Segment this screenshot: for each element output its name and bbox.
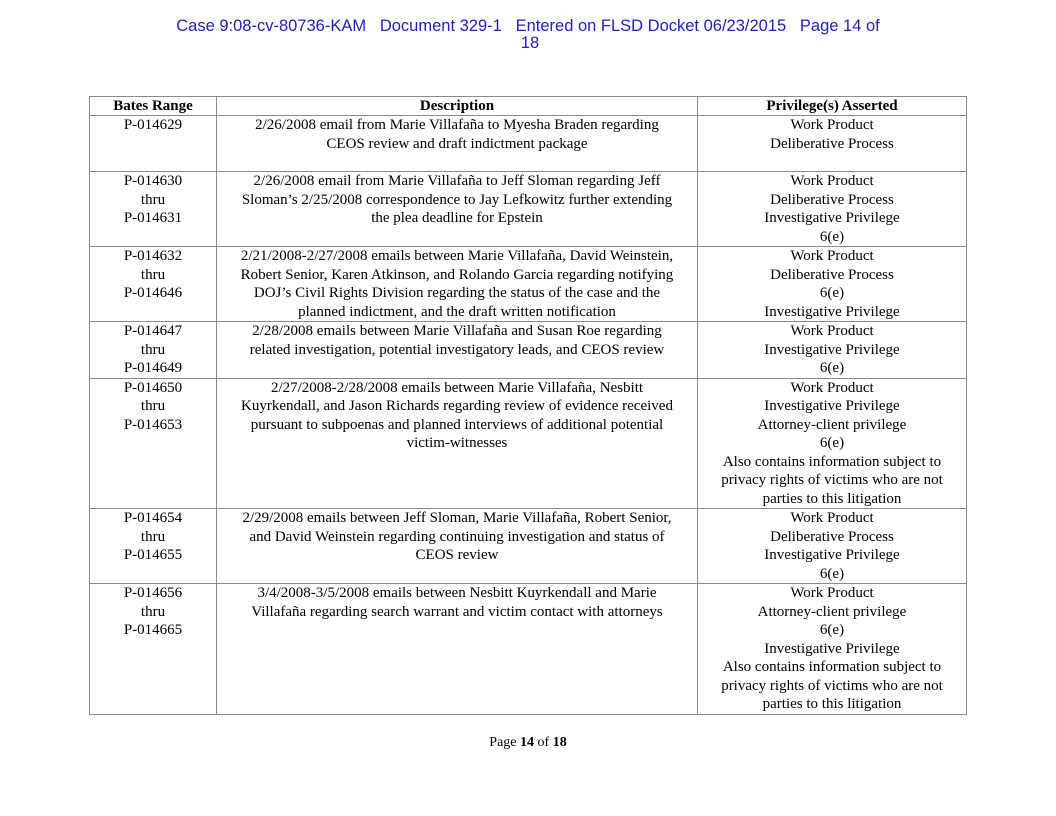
privileges-line: parties to this litigation	[762, 490, 902, 507]
description-line: planned indictment, and the draft written notification	[298, 303, 616, 320]
privileges-cell	[698, 509, 967, 584]
privileges-line: privacy rights of victims who are not	[721, 472, 943, 488]
description-line: DOJ’s Civil Rights Division regarding the status of the case and the	[253, 285, 661, 301]
bates-range-line: thru	[140, 266, 166, 283]
description-cell	[217, 584, 698, 715]
privileges-line: Investigative Privilege	[764, 303, 900, 320]
description-line: pursuant to subpoenas and planned interviews of additional potential	[250, 416, 664, 433]
description-cell	[217, 172, 698, 247]
description-cell	[217, 378, 698, 509]
description-line: 3/4/2008-3/5/2008 emails between Nesbitt Kuyrkendall and Marie	[257, 585, 657, 601]
table-row	[90, 172, 967, 247]
bates-range-cell	[90, 322, 217, 379]
footer-page-number: 14	[520, 735, 535, 750]
description-line: CEOS review	[415, 547, 499, 563]
description-line: Robert Senior, Karen Atkinson, and Rolando Garcia regarding notifying	[240, 266, 674, 283]
bates-range-line: P-014654	[123, 510, 183, 526]
bates-range-line: P-014646	[123, 285, 183, 301]
privileges-line: Deliberative Process	[770, 191, 894, 208]
court-filing-header	[0, 18, 1056, 52]
privileges-cell	[698, 247, 967, 322]
description-line: 2/26/2008 email from Marie Villafaña to Myesha Braden regarding	[255, 117, 659, 133]
privilege-log-table	[89, 96, 967, 715]
footer-page-word: Page	[489, 735, 517, 750]
privileges-cell	[698, 378, 967, 509]
bates-range-line: P-014656	[123, 585, 183, 601]
bates-range-line: P-014629	[123, 117, 183, 133]
privileges-line: Deliberative Process	[770, 528, 894, 545]
page-number-footer	[0, 735, 1056, 751]
bates-range-line: P-014649	[123, 360, 183, 376]
description-line: Sloman’s 2/25/2008 correspondence to Jay Lefkowitz further extending	[241, 191, 673, 208]
description-line: Kuyrkendall, and Jason Richards regarding review of evidence received	[241, 398, 673, 414]
bates-range-cell	[90, 172, 217, 247]
bates-range-cell	[90, 247, 217, 322]
privileges-line: Attorney-client privilege	[757, 603, 907, 620]
bates-range-line: P-014650	[123, 379, 183, 396]
table-row	[90, 509, 967, 584]
privileges-cell	[698, 584, 967, 715]
privileges-line: Work Product	[790, 585, 874, 601]
privileges-line: Work Product	[790, 323, 874, 339]
footer-of-word: of	[537, 735, 550, 750]
privileges-line: Also contains information subject to	[722, 453, 942, 470]
bates-range-line: thru	[140, 528, 166, 545]
privileges-line: Work Product	[790, 117, 874, 133]
column-header-bates-range: Bates Range	[90, 97, 217, 116]
privileges-line: 6(e)	[819, 565, 845, 582]
privileges-line: Investigative Privilege	[764, 640, 900, 657]
table-row	[90, 584, 967, 715]
table-row	[90, 378, 967, 509]
privileges-line: parties to this litigation	[762, 696, 902, 712]
description-line: 2/26/2008 email from Marie Villafaña to Jeff Sloman regarding Jeff	[253, 173, 661, 189]
description-cell	[217, 322, 698, 379]
description-line: 2/27/2008-2/28/2008 emails between Marie Villafaña, Nesbitt	[270, 379, 644, 396]
privileges-line: Deliberative Process	[770, 266, 894, 283]
description-line: related investigation, potential investigatory leads, and CEOS review	[249, 341, 665, 358]
privileges-line: Investigative Privilege	[764, 210, 900, 226]
bates-range-line: P-014632	[123, 248, 183, 264]
bates-range-line: thru	[140, 191, 166, 208]
table-row	[90, 247, 967, 322]
privileges-line: Deliberative Process	[770, 135, 894, 152]
privileges-line: Work Product	[790, 379, 874, 396]
privileges-line: 6(e)	[819, 622, 845, 638]
description-line: and David Weinstein regarding continuing investigation and status of	[249, 528, 665, 545]
court-header-line-1: Case 9:08-cv-80736-KAM Document 329-1 Entered on FLSD Docket 06/23/2015 Page 14 of	[176, 17, 880, 35]
description-line: CEOS review and draft indictment package	[326, 135, 588, 152]
description-line: 2/28/2008 emails between Marie Villafaña and Susan Roe regarding	[252, 323, 662, 339]
table-row	[90, 116, 967, 172]
bates-range-line: P-014631	[123, 210, 183, 226]
description-line: Villafaña regarding search warrant and victim contact with attorneys	[251, 603, 663, 620]
privileges-line: 6(e)	[819, 228, 845, 245]
description-cell	[217, 116, 698, 172]
bates-range-cell	[90, 584, 217, 715]
privileges-line: 6(e)	[819, 435, 845, 451]
table-row	[90, 322, 967, 379]
privileges-line: Work Product	[790, 248, 874, 264]
description-line: 2/29/2008 emails between Jeff Sloman, Marie Villafaña, Robert Senior,	[242, 510, 672, 526]
privileges-cell	[698, 172, 967, 247]
description-line: victim-witnesses	[406, 435, 508, 451]
description-cell	[217, 509, 698, 584]
bates-range-line: P-014655	[123, 547, 183, 563]
privileges-line: Investigative Privilege	[764, 398, 900, 414]
description-line: 2/21/2008-2/27/2008 emails between Marie Villafaña, David Weinstein,	[240, 248, 674, 264]
bates-range-cell	[90, 116, 217, 172]
bates-range-cell	[90, 509, 217, 584]
privilege-log-body	[90, 116, 967, 715]
table-header-row	[90, 97, 967, 116]
bates-range-line: thru	[140, 398, 166, 414]
bates-range-line: P-014665	[123, 622, 183, 638]
privileges-cell	[698, 116, 967, 172]
bates-range-cell	[90, 378, 217, 509]
column-header-description: Description	[217, 97, 698, 116]
footer-page-total: 18	[552, 735, 567, 750]
bates-range-line: P-014647	[123, 323, 183, 339]
privileges-cell	[698, 322, 967, 379]
bates-range-line: P-014653	[123, 416, 183, 433]
privileges-line: Also contains information subject to	[722, 659, 942, 675]
bates-range-line: thru	[140, 341, 166, 358]
privileges-line: Work Product	[790, 173, 874, 189]
privileges-line: 6(e)	[819, 360, 845, 376]
privileges-line: Attorney-client privilege	[757, 416, 907, 433]
court-header-line-2: 18	[520, 34, 540, 52]
privileges-line: 6(e)	[819, 285, 845, 301]
column-header-privileges: Privilege(s) Asserted	[698, 97, 967, 116]
privileges-line: privacy rights of victims who are not	[721, 677, 943, 694]
privileges-line: Work Product	[790, 510, 874, 526]
description-line: the plea deadline for Epstein	[371, 210, 543, 226]
description-cell	[217, 247, 698, 322]
privileges-line: Investigative Privilege	[764, 341, 900, 358]
privileges-line: Investigative Privilege	[764, 547, 900, 563]
bates-range-line: thru	[140, 603, 166, 620]
bates-range-line: P-014630	[123, 173, 183, 189]
